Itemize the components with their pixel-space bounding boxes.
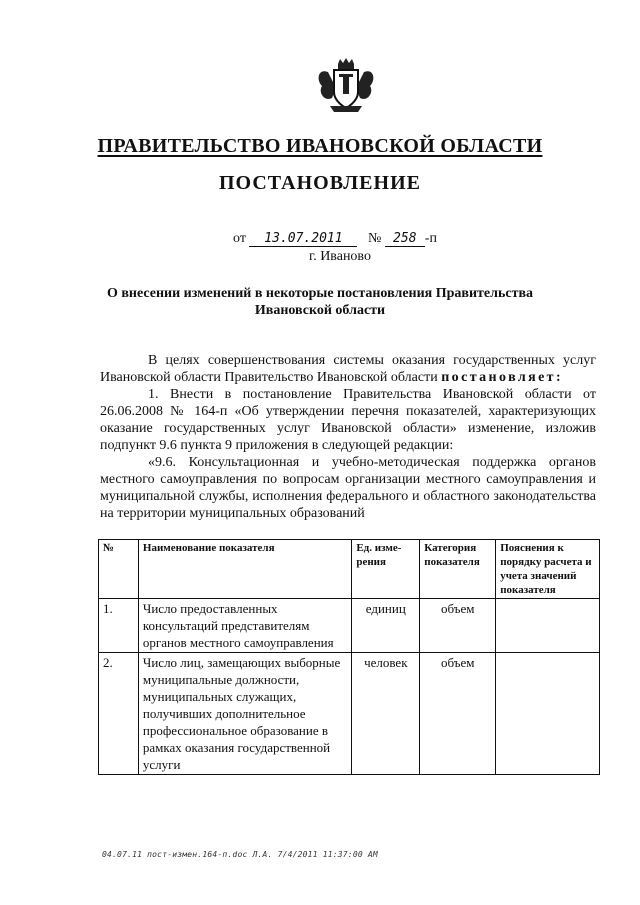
row-notes <box>496 599 600 653</box>
number-prefix: № <box>367 231 382 246</box>
document-date: 13.07.2011 <box>249 232 357 247</box>
city-line: г. Иваново <box>309 249 371 264</box>
header-unit: Ед. изме-рения <box>352 540 420 599</box>
document-number: 258 <box>385 232 425 247</box>
row-category: объем <box>420 599 496 653</box>
decree-word: постановляет: <box>441 370 564 385</box>
quote-paragraph: «9.6. Консультационная и учебно-методическая поддержка органов местного самоуправления по вопросам организации местного самоуправления и муниципальной службы, исполнения федерального и областного законодательства на территории муниципальных образований <box>100 455 596 521</box>
header-notes: Пояснения к порядку расчета и учета значений показателя <box>496 540 600 599</box>
row-unit: единиц <box>352 599 420 653</box>
indicators-table <box>98 539 600 775</box>
row-indicator-name: Число предоставленных консультаций представителям органов местного самоуправления <box>138 599 351 653</box>
table-row <box>99 653 600 775</box>
date-number-line <box>233 231 437 247</box>
document-subject: О внесении изменений в некоторые постановления Правительства Ивановской области <box>106 286 534 318</box>
document-type: ПОСТАНОВЛЕНИЕ <box>219 172 421 194</box>
table-row <box>99 599 600 653</box>
header-indicator-name: Наименование показателя <box>138 540 351 599</box>
row-number: 1. <box>99 599 139 653</box>
header-number: № <box>99 540 139 599</box>
item-1-paragraph: 1. Внести в постановление Правительства Ивановской области от 26.06.2008 № 164-п «Об утверждении перечня показателей, характеризующих оказание государственных услуг Ивановской области» изменение, изложив подпункт 9.6 пункта 9 приложения в следующей редакции: <box>100 387 596 453</box>
coat-of-arms-emblem <box>314 58 378 114</box>
file-footer: 04.07.11 пост-измен.164-п.doc Л.А. 7/4/2011 11:37:00 AM <box>102 850 378 859</box>
intro-paragraph: В целях совершенствования системы оказания государственных услуг Ивановской области Правительство Ивановской области постановляет: <box>100 353 596 385</box>
row-category: объем <box>420 653 496 775</box>
date-prefix: от <box>233 231 246 246</box>
government-title: ПРАВИТЕЛЬСТВО ИВАНОВСКОЙ ОБЛАСТИ <box>97 135 543 157</box>
document-body <box>100 352 596 522</box>
number-suffix: -п <box>424 231 437 246</box>
table-header-row <box>99 540 600 599</box>
row-notes <box>496 653 600 775</box>
row-number: 2. <box>99 653 139 775</box>
header-category: Категория показателя <box>420 540 496 599</box>
row-unit: человек <box>352 653 420 775</box>
row-indicator-name: Число лиц, замещающих выборные муниципальные должности, муниципальных служащих, получивших дополнительное профессиональное образование в рамках оказания государственной услуги <box>138 653 351 775</box>
